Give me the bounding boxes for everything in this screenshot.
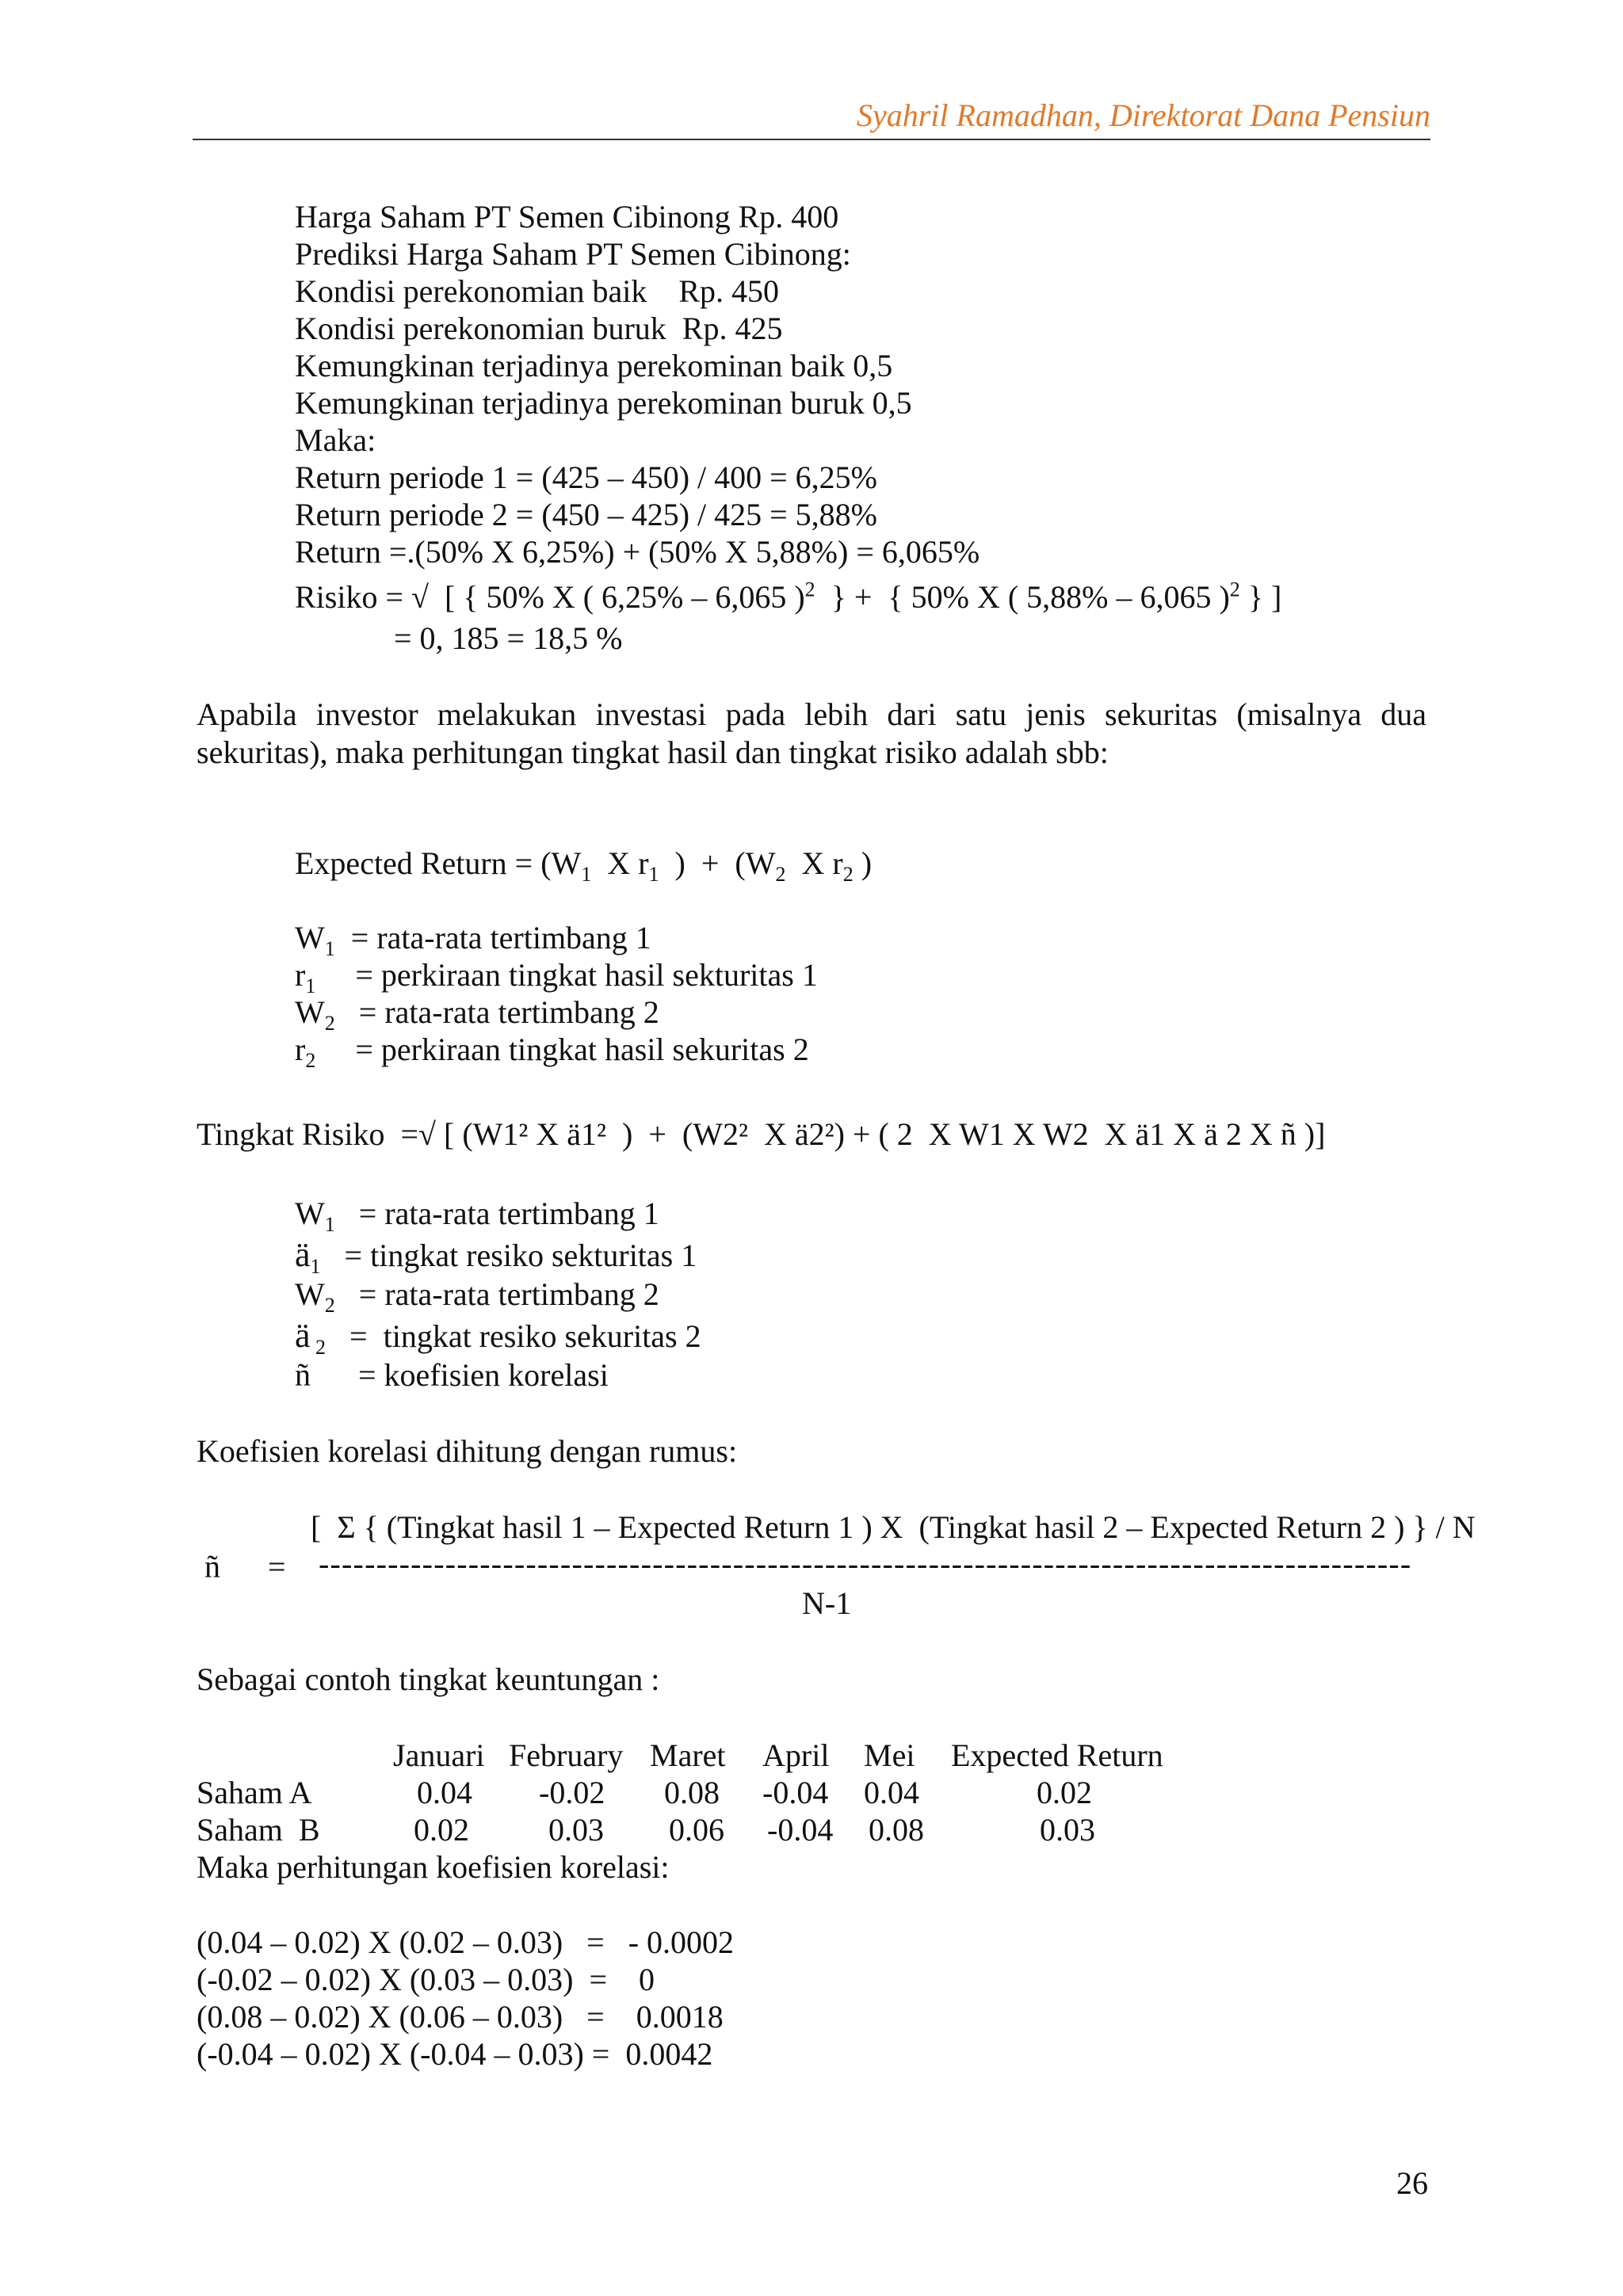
definition-w2 <box>295 1276 659 1317</box>
risk-formula-sup1: 2 <box>804 578 815 601</box>
def-sub: 1 <box>310 1255 321 1278</box>
def-symbol: ñ <box>295 1357 311 1393</box>
intro-line: Harga Saham PT Semen Cibinong Rp. 400 <box>295 199 839 235</box>
definition-a2 <box>295 1316 701 1359</box>
def-sub: 1 <box>305 974 316 997</box>
paragraph-multi-securities: Apabila investor melakukan investasi pada lebih dari satu jenis sekuritas (misalnya dua sekuritas), maka perhitungan tingkat hasil dan tingkat risiko adalah sbb: <box>197 696 1426 770</box>
column-header: Januari <box>393 1737 485 1773</box>
row-label: Saham B <box>197 1812 320 1848</box>
intro-line: Return periode 1 = (425 – 450) / 400 = 6,25% <box>295 460 877 495</box>
er-sub: 1 <box>648 863 659 886</box>
def-text: = koefisien korelasi <box>311 1357 609 1393</box>
table-cell: -0.04 <box>762 1775 829 1810</box>
def-text: = perkiraan tingkat hasil sekuritas 2 <box>315 1032 809 1067</box>
table-header-row <box>197 1737 1181 1774</box>
def-text: = tingkat resiko sekturitas 1 <box>320 1238 697 1273</box>
example-intro: Sebagai contoh tingkat keuntungan : <box>197 1661 660 1697</box>
risk-result: = 0, 185 = 18,5 % <box>394 620 623 656</box>
table-cell: 0.04 <box>864 1775 919 1810</box>
def-text: = rata-rata tertimbang 2 <box>334 994 659 1030</box>
table-row <box>197 1774 1181 1811</box>
column-header: February <box>509 1737 624 1773</box>
def-text: = rata-rata tertimbang 1 <box>334 920 651 955</box>
risk-formula <box>295 578 1281 616</box>
column-header: Mei <box>864 1737 915 1773</box>
intro-line: Prediksi Harga Saham PT Semen Cibinong: <box>295 236 851 272</box>
intro-line: Return periode 2 = (450 – 425) / 425 = 5,88% <box>295 497 877 532</box>
er-part: Expected Return = (W <box>295 845 582 881</box>
intro-line: Maka: <box>295 422 376 458</box>
def-sub: 1 <box>324 937 335 960</box>
def-symbol: W <box>295 994 325 1030</box>
intro-line: Return =.(50% X 6,25%) + (50% X 5,88%) = 6,065% <box>295 534 980 570</box>
def-sub: 2 <box>305 1049 316 1072</box>
er-part: X r <box>591 845 649 881</box>
definition-rho <box>295 1356 609 1394</box>
er-sub: 2 <box>842 863 854 886</box>
calc-line <box>197 1961 655 1998</box>
calc-expr: (-0.04 – 0.02) X (-0.04 – 0.03) = <box>197 2036 610 2072</box>
correlation-intro: Koefisien korelasi dihitung dengan rumus: <box>197 1433 738 1469</box>
risk-formula-middle: } + { 50% X ( 5,88% – 6,065 ) <box>815 579 1230 615</box>
calc-expr: (0.08 – 0.02) X (0.06 – 0.03) = <box>197 1999 605 2035</box>
definition-w2 <box>295 994 659 1035</box>
er-part: ) <box>853 845 873 881</box>
def-symbol: r <box>295 1032 306 1067</box>
def-symbol: W <box>295 1276 325 1312</box>
er-part: ) + (W <box>659 845 776 881</box>
def-symbol: ä <box>295 1235 311 1274</box>
correlation-denominator: N-1 <box>802 1585 852 1621</box>
table-cell: 0.06 <box>669 1812 724 1848</box>
def-symbol: ä <box>295 1316 311 1355</box>
header-rule <box>193 139 1430 140</box>
table-cell: 0.08 <box>869 1812 924 1848</box>
correlation-fraction-bar: ----------------------------------------------------------------------------------------------- <box>319 1546 1412 1581</box>
intro-line: Kemungkinan terjadinya perekominan baik 0,5 <box>295 348 893 383</box>
def-symbol: W <box>295 920 325 955</box>
def-sub: 2 <box>324 1294 335 1317</box>
def-text: = tingkat resiko sekuritas 2 <box>326 1318 701 1354</box>
def-symbol: r <box>295 957 306 993</box>
table-cell: -0.04 <box>767 1812 834 1848</box>
example-outro: Maka perhitungan koefisien korelasi: <box>197 1849 670 1885</box>
definition-w1 <box>295 919 651 960</box>
definition-r1 <box>295 956 818 997</box>
table-row <box>197 1811 1181 1848</box>
risk-formula-suffix: } ] <box>1239 579 1282 615</box>
column-header: April <box>762 1737 830 1773</box>
intro-line: Kondisi perekonomian baik Rp. 450 <box>295 273 780 309</box>
column-header: Maret <box>650 1737 726 1773</box>
def-text: = rata-rata tertimbang 2 <box>334 1276 659 1312</box>
page-header-author: Syahril Ramadhan, Direktorat Dana Pensiun <box>856 97 1430 133</box>
row-label: Saham A <box>197 1775 312 1810</box>
calc-result: 0.0018 <box>636 1999 724 2035</box>
def-sub: 2 <box>324 1012 335 1035</box>
er-sub: 2 <box>775 863 786 886</box>
calc-result: - 0.0002 <box>628 1924 735 1960</box>
def-text: = perkiraan tingkat hasil sekturitas 1 <box>315 957 818 993</box>
calc-line <box>197 2035 712 2073</box>
intro-line: Kemungkinan terjadinya perekominan buruk 0,5 <box>295 385 912 421</box>
calc-line <box>197 1998 724 2035</box>
intro-line: Kondisi perekonomian buruk Rp. 425 <box>295 311 783 346</box>
calc-line <box>197 1924 734 1961</box>
expected-return-formula <box>295 845 873 886</box>
calc-expr: (-0.02 – 0.02) X (0.03 – 0.03) = <box>197 1962 608 1997</box>
risk-formula-sup2: 2 <box>1229 578 1240 601</box>
column-header: Expected Return <box>951 1737 1163 1773</box>
def-sub: 2 <box>310 1336 327 1359</box>
table-cell: 0.02 <box>1037 1775 1092 1810</box>
table-corner <box>197 1737 393 1774</box>
table-cell: 0.08 <box>664 1775 720 1810</box>
calc-result: 0 <box>639 1962 655 1997</box>
definition-a1 <box>295 1235 697 1278</box>
er-part: X r <box>785 845 843 881</box>
def-symbol: W <box>295 1196 325 1231</box>
definition-w1 <box>295 1195 659 1236</box>
correlation-numerator: [ Σ { (Tingkat hasil 1 – Expected Return 1 ) X (Tingkat hasil 2 – Expected Return 2 ) } / N <box>311 1509 1476 1545</box>
correlation-lhs: ñ = <box>204 1549 286 1585</box>
tingkat-risiko-formula: Tingkat Risiko =√ [ (W1² X ä1² ) + (W2² X ä2²) + ( 2 X W1 X W2 X ä1 X ä 2 X ñ )] <box>197 1116 1326 1152</box>
calc-result: 0.0042 <box>625 2036 713 2072</box>
table-cell: 0.04 <box>417 1775 472 1810</box>
risk-formula-prefix: Risiko = √ [ { 50% X ( 6,25% – 6,065 ) <box>295 579 805 615</box>
def-sub: 1 <box>324 1213 335 1236</box>
def-text: = rata-rata tertimbang 1 <box>334 1196 659 1231</box>
table-cell: 0.03 <box>1040 1812 1095 1848</box>
table-cell: 0.03 <box>548 1812 604 1848</box>
returns-table <box>197 1737 1181 1848</box>
definition-r2 <box>295 1031 809 1072</box>
table-cell: -0.02 <box>539 1775 605 1810</box>
page-number: 26 <box>1396 2165 1428 2201</box>
table-cell: 0.02 <box>414 1812 469 1848</box>
calc-expr: (0.04 – 0.02) X (0.02 – 0.03) = <box>197 1924 605 1960</box>
er-sub: 1 <box>581 863 592 886</box>
